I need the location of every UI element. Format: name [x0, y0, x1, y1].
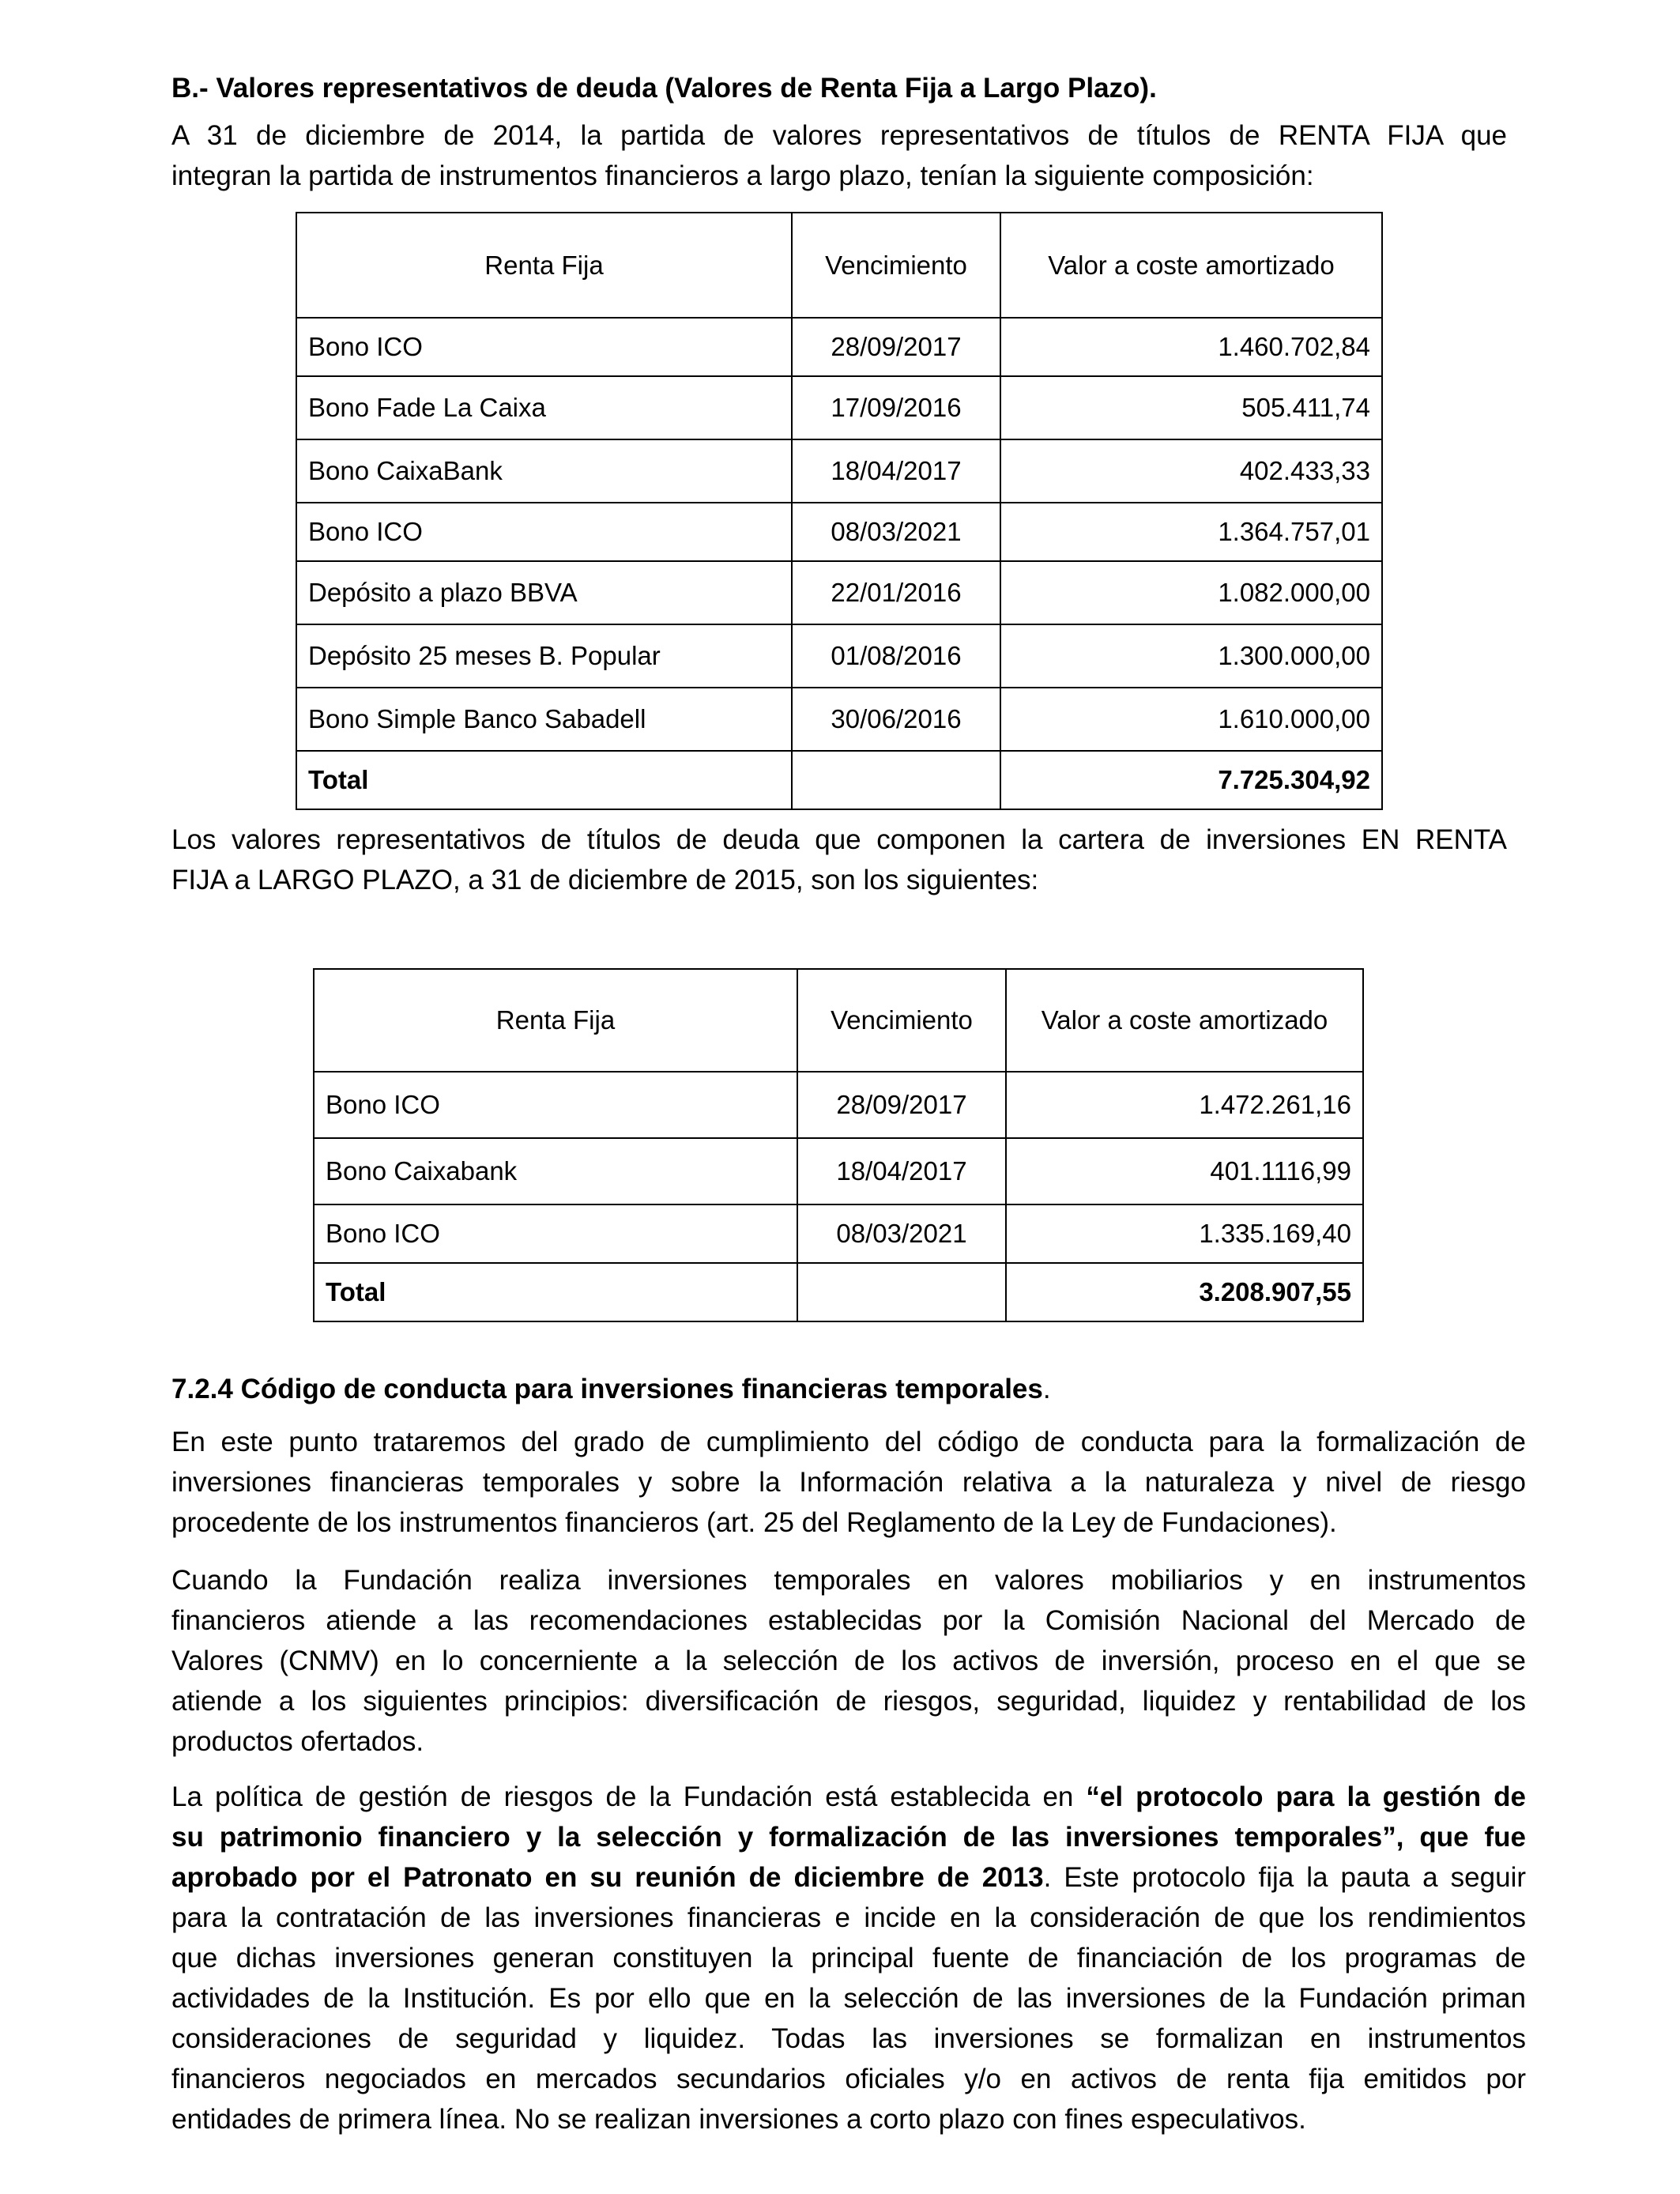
- cell-value: 1.364.757,01: [1000, 503, 1382, 561]
- cell-name: Bono ICO: [296, 318, 792, 376]
- cell-date: 08/03/2021: [792, 503, 1000, 561]
- section-b-heading: B.- Valores representativos de deuda (Valores de Renta Fija a Largo Plazo).: [171, 73, 1157, 104]
- para1-line-3: procedente de los instrumentos financieros (art. 25 del Reglamento de la Ley de Fundaciones).: [171, 1507, 1337, 1538]
- para3-line-3-plain: . Este protocolo fija la pauta a seguir: [1043, 1862, 1526, 1893]
- para2-line-1: Cuando la Fundación realiza inversiones temporales en valores mobiliarios y en instrumentos: [171, 1565, 1526, 1596]
- section-724-paragraph-3: [171, 1777, 1526, 2139]
- cell-name: Depósito a plazo BBVA: [296, 561, 792, 624]
- header-renta-fija: Renta Fija: [314, 969, 797, 1072]
- para2-line-4: atiende a los siguientes principios: diversificación de riesgos, seguridad, liquidez y rentabilidad de los: [171, 1686, 1526, 1717]
- table-2014: [296, 212, 1383, 810]
- intro-line-2: integran la partida de instrumentos financieros a largo plazo, tenían la siguiente composición:: [171, 160, 1314, 191]
- table-row: [314, 1138, 1363, 1204]
- section-724-paragraph-1: [171, 1422, 1526, 1543]
- para3-line-3: [171, 1857, 1526, 1898]
- table-total-row: [296, 751, 1382, 809]
- para3-line-9: entidades de primera línea. No se realizan inversiones a corto plazo con fines especulativos.: [171, 2104, 1306, 2135]
- section-724-title: 7.2.4 Código de conducta para inversiones financieras temporales: [171, 1374, 1043, 1404]
- para3-line-1-bold: “el protocolo para la gestión de: [1086, 1781, 1526, 1812]
- table-2015-header-row: [314, 969, 1363, 1072]
- cell-name: Depósito 25 meses B. Popular: [296, 624, 792, 688]
- header-vencimiento: Vencimiento: [797, 969, 1006, 1072]
- para1-line-1: En este punto trataremos del grado de cumplimiento del código de conducta para la formalización de: [171, 1427, 1526, 1457]
- para3-line-4: para la contratación de las inversiones financieras e incide en la consideración de que los rendimientos: [171, 1902, 1526, 1933]
- cell-date: 18/04/2017: [797, 1138, 1006, 1204]
- para2-line-5: productos ofertados.: [171, 1726, 424, 1757]
- total-value: 7.725.304,92: [1000, 751, 1382, 809]
- table-row: [296, 561, 1382, 624]
- cell-date: 30/06/2016: [792, 688, 1000, 751]
- table-row: [296, 376, 1382, 439]
- para1-line-2: inversiones financieras temporales y sobre la Información relativa a la naturaleza y nivel de riesgo: [171, 1467, 1526, 1498]
- total-empty-cell: [797, 1263, 1006, 1321]
- para3-line-2: [171, 1817, 1526, 1857]
- table-row: [314, 1072, 1363, 1138]
- cell-value: 1.472.261,16: [1006, 1072, 1363, 1138]
- table-row: [296, 318, 1382, 376]
- cell-name: Bono CaixaBank: [296, 439, 792, 503]
- cell-name: Bono ICO: [314, 1204, 797, 1263]
- table-row: [296, 503, 1382, 561]
- between-line-2: FIJA a LARGO PLAZO, a 31 de diciembre de 2015, son los siguientes:: [171, 865, 1039, 895]
- cell-date: 22/01/2016: [792, 561, 1000, 624]
- para3-line-2-bold: su patrimonio financiero y la selección y formalización de las inversiones temporales”, que fue: [171, 1822, 1526, 1853]
- para3-line-1: [171, 1777, 1526, 1817]
- between-line-1: Los valores representativos de títulos de deuda que componen la cartera de inversiones EN RENTA: [171, 824, 1507, 855]
- para3-line-8: financieros negociados en mercados secundarios oficiales y/o en activos de renta fija emitidos por: [171, 2064, 1526, 2094]
- cell-value: 401.1116,99: [1006, 1138, 1363, 1204]
- section-724-paragraph-2: [171, 1560, 1526, 1762]
- para3-line-7: consideraciones de seguridad y liquidez. Todas las inversiones se formalizan en instrumentos: [171, 2023, 1526, 2054]
- cell-date: 01/08/2016: [792, 624, 1000, 688]
- cell-date: 28/09/2017: [792, 318, 1000, 376]
- cell-value: 505.411,74: [1000, 376, 1382, 439]
- para2-line-3: Valores (CNMV) en lo concerniente a la selección de los activos de inversión, proceso en el que se: [171, 1646, 1526, 1676]
- total-empty-cell: [792, 751, 1000, 809]
- table-total-row: [314, 1263, 1363, 1321]
- cell-name: Bono ICO: [314, 1072, 797, 1138]
- para3-line-6: actividades de la Institución. Es por ello que en la selección de las inversiones de la Fundación priman: [171, 1983, 1526, 2014]
- section-b-intro: [171, 115, 1507, 196]
- table-2015: [313, 968, 1364, 1322]
- cell-name: Bono Caixabank: [314, 1138, 797, 1204]
- header-vencimiento: Vencimiento: [792, 213, 1000, 318]
- para2-line-2: financieros atiende a las recomendaciones establecidas por la Comisión Nacional del Mercado de: [171, 1605, 1526, 1636]
- table-row: [296, 624, 1382, 688]
- cell-value: 402.433,33: [1000, 439, 1382, 503]
- header-valor: Valor a coste amortizado: [1000, 213, 1382, 318]
- cell-name: Bono Fade La Caixa: [296, 376, 792, 439]
- cell-date: 17/09/2016: [792, 376, 1000, 439]
- cell-value: 1.300.000,00: [1000, 624, 1382, 688]
- para3-line-5: que dichas inversiones generan constituyen la principal fuente de financiación de los programas de: [171, 1943, 1526, 1973]
- header-renta-fija: Renta Fija: [296, 213, 792, 318]
- cell-date: 18/04/2017: [792, 439, 1000, 503]
- cell-date: 28/09/2017: [797, 1072, 1006, 1138]
- table-row: [296, 688, 1382, 751]
- table-2014-header-row: [296, 213, 1382, 318]
- cell-value: 1.460.702,84: [1000, 318, 1382, 376]
- section-724-title-period: .: [1042, 1374, 1051, 1404]
- cell-value: 1.335.169,40: [1006, 1204, 1363, 1263]
- table-row: [296, 439, 1382, 503]
- total-label: Total: [296, 751, 792, 809]
- para3-line-3-bold: aprobado por el Patronato en su reunión de diciembre de 2013: [171, 1862, 1044, 1893]
- table-row: [314, 1204, 1363, 1263]
- cell-name: Bono ICO: [296, 503, 792, 561]
- para3-line-1-plain: La política de gestión de riesgos de la Fundación está establecida en: [171, 1781, 1087, 1812]
- cell-value: 1.082.000,00: [1000, 561, 1382, 624]
- total-label: Total: [314, 1263, 797, 1321]
- total-value: 3.208.907,55: [1006, 1263, 1363, 1321]
- intro-line-1: A 31 de diciembre de 2014, la partida de valores representativos de títulos de RENTA FIJA que: [171, 120, 1507, 151]
- cell-name: Bono Simple Banco Sabadell: [296, 688, 792, 751]
- between-paragraph: [171, 820, 1507, 900]
- header-valor: Valor a coste amortizado: [1006, 969, 1363, 1072]
- cell-value: 1.610.000,00: [1000, 688, 1382, 751]
- cell-date: 08/03/2021: [797, 1204, 1006, 1263]
- section-724-heading: [171, 1369, 1526, 1409]
